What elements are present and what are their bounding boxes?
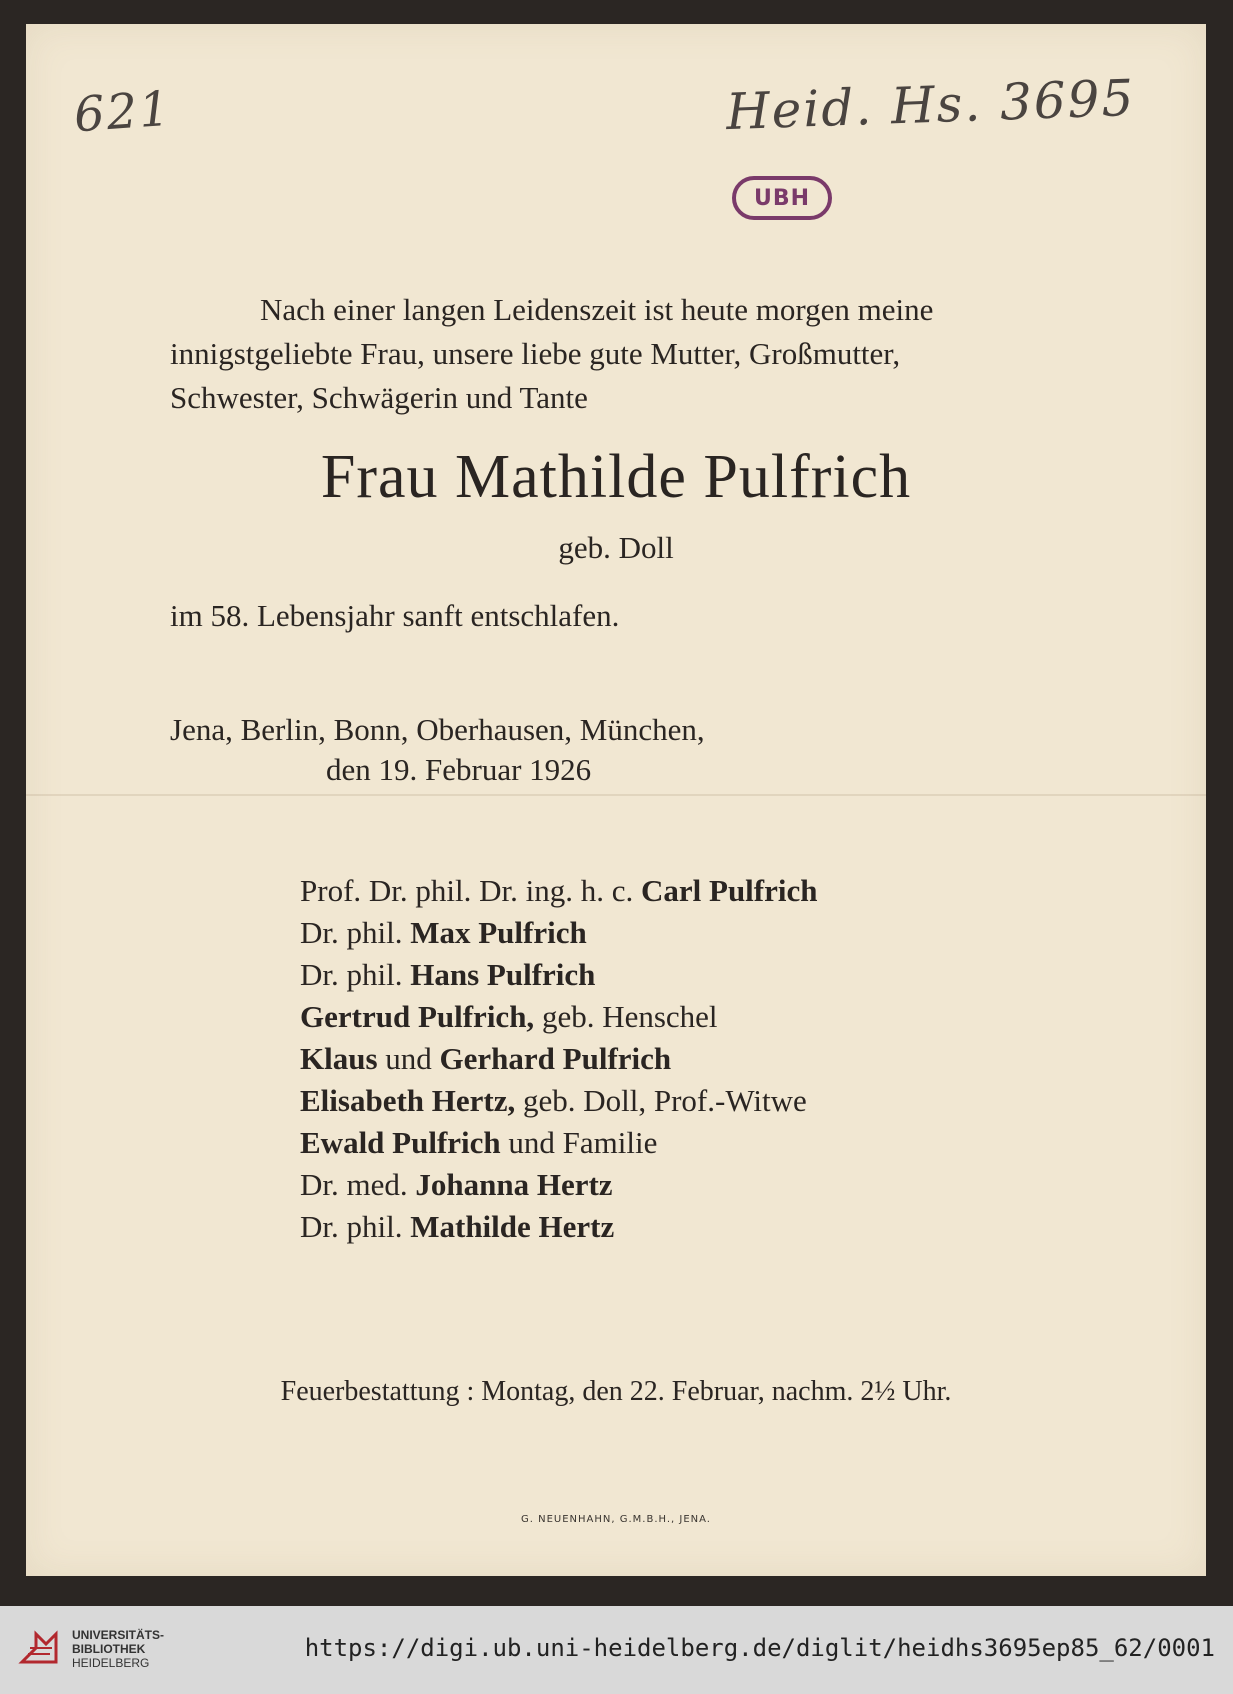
age-line: im 58. Lebensjahr sanft entschlafen. xyxy=(170,598,620,633)
intro-line-1: Nach einer langen Leidenszeit ist heute morgen meine xyxy=(260,292,934,327)
printer-imprint: G. NEUENHAHN, G.M.B.H., JENA. xyxy=(521,1514,711,1525)
mourner-row: Gertrud Pulfrich, geb. Henschel xyxy=(300,999,718,1034)
fold-line xyxy=(26,794,1206,796)
mourners-list xyxy=(300,870,818,1248)
viewer-footer xyxy=(0,1606,1233,1694)
intro-line-2: innigstgeliebte Frau, unsere liebe gute Mutter, Großmutter, xyxy=(170,336,901,371)
mourner-row: Dr. phil. Hans Pulfrich xyxy=(300,957,596,992)
permalink-url[interactable]: https://digi.ub.uni-heidelberg.de/diglit/heidhs3695ep85_62/0001 xyxy=(304,1634,1215,1662)
mourner-row: Prof. Dr. phil. Dr. ing. h. c. Carl Pulfrich xyxy=(300,873,818,908)
mourner-row: Elisabeth Hertz, geb. Doll, Prof.-Witwe xyxy=(300,1083,807,1118)
death-notice-card xyxy=(26,24,1206,1576)
shelf-mark-left: 621 xyxy=(72,80,174,144)
mourner-row: Dr. phil. Mathilde Hertz xyxy=(300,1209,615,1244)
mourner-row: Klaus und Gerhard Pulfrich xyxy=(300,1041,672,1076)
intro-line-3: Schwester, Schwägerin und Tante xyxy=(170,380,588,415)
mourner-row: Dr. phil. Max Pulfrich xyxy=(300,915,587,950)
maiden-name: geb. Doll xyxy=(558,530,674,565)
funeral-info: Feuerbestattung : Montag, den 22. Februar, nachm. 2½ Uhr. xyxy=(280,1376,952,1407)
library-logo-icon[interactable] xyxy=(16,1624,64,1672)
library-name[interactable]: UNIVERSITÄTS- BIBLIOTHEK HEIDELBERG xyxy=(72,1628,165,1670)
deceased-name: Frau Mathilde Pulfrich xyxy=(320,443,912,511)
places-line: Jena, Berlin, Bonn, Oberhausen, München, xyxy=(170,712,705,747)
mourner-row: Dr. med. Johanna Hertz xyxy=(300,1167,613,1202)
library-stamp: UBH xyxy=(732,176,832,220)
intro-text xyxy=(170,288,1070,420)
mourner-row: Ewald Pulfrich und Familie xyxy=(300,1125,658,1160)
date-line: den 19. Februar 1926 xyxy=(326,752,592,787)
shelf-mark-right: Heid. Hs. 3695 xyxy=(725,68,1137,142)
